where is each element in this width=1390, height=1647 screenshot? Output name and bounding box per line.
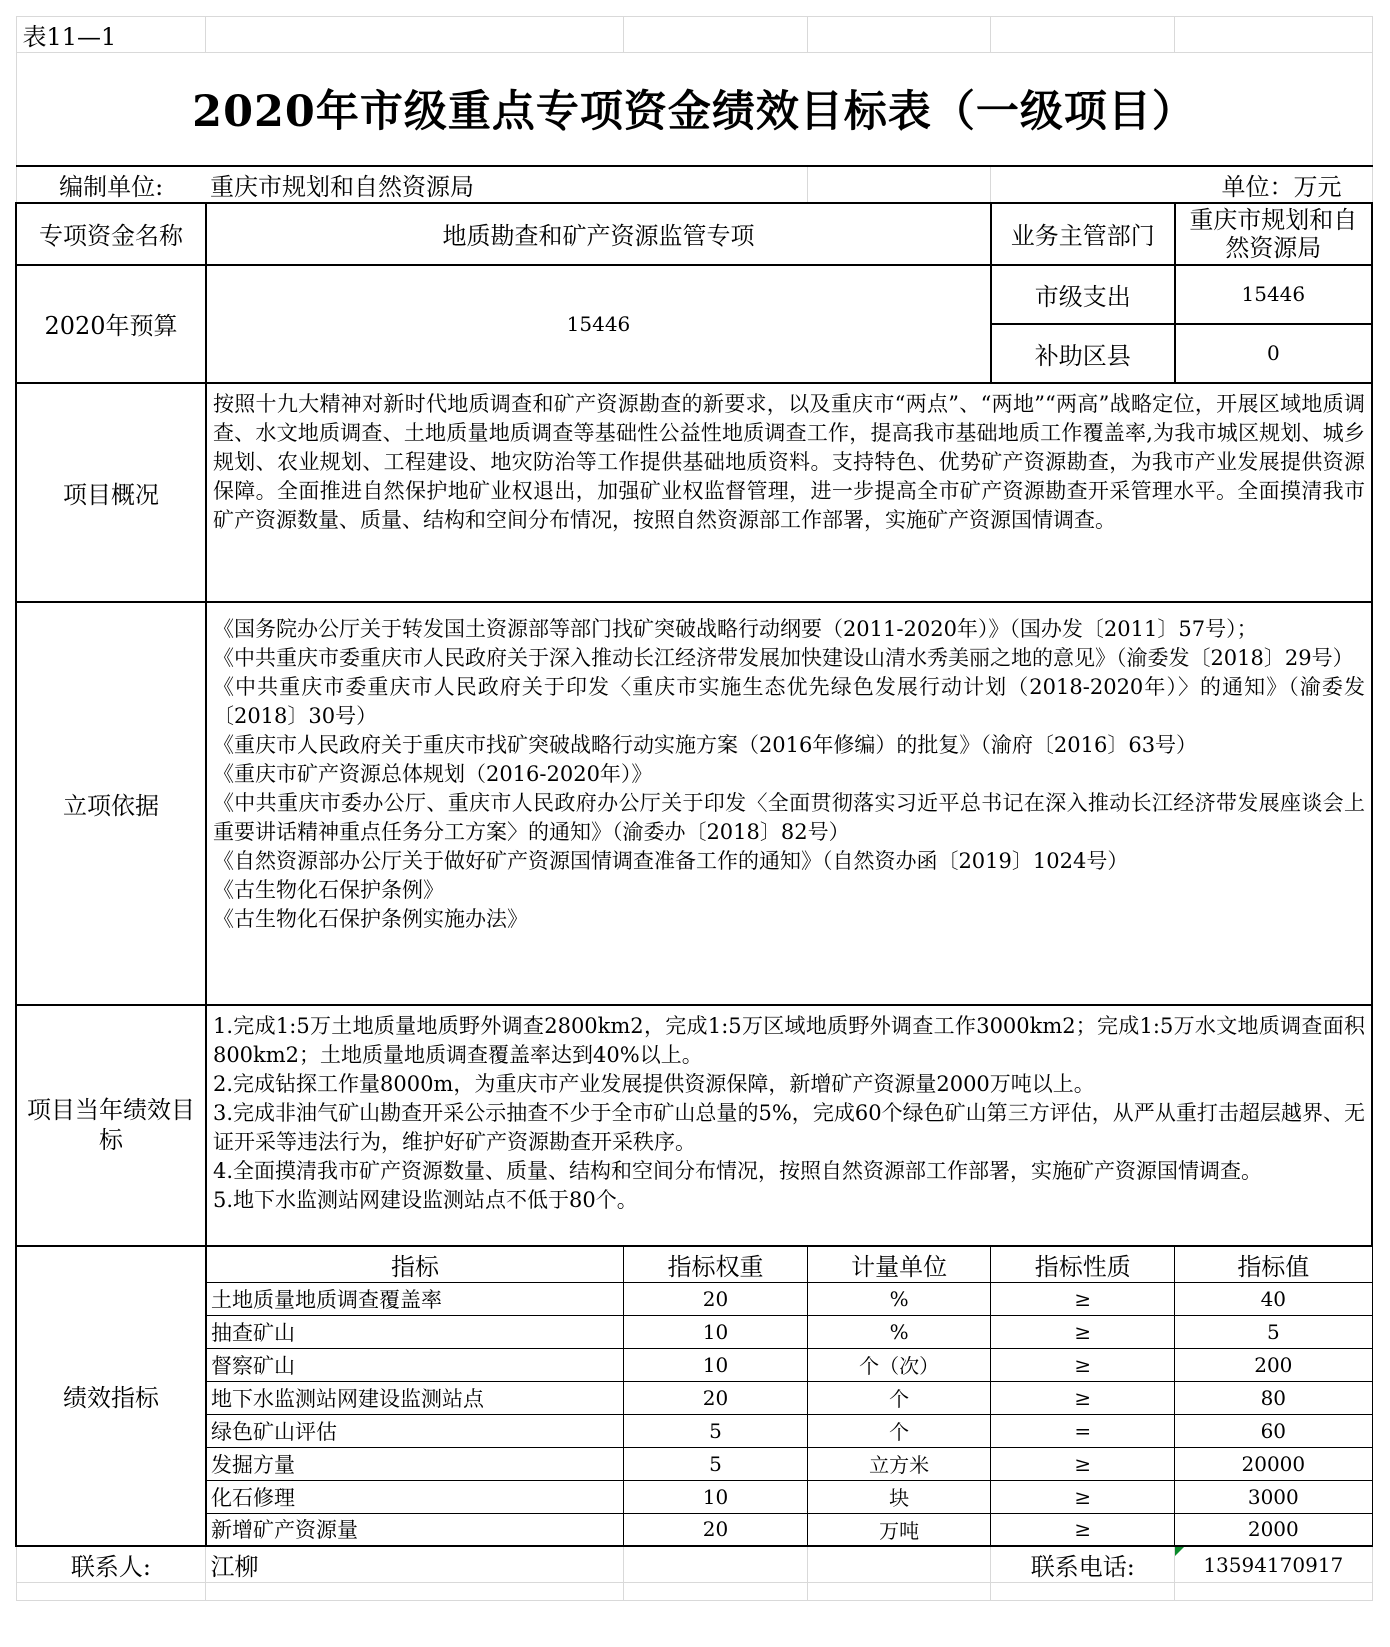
col-header-unit: 计量单位 xyxy=(807,1246,991,1283)
contact-person-label: 联系人: xyxy=(16,1546,206,1583)
basis-item: 《中共重庆市委办公厅、重庆市人民政府办公厅关于印发〈全面贯彻落实习近平总书记在深入推动长江经济带发展座谈会上重要讲话精神重点任务分工方案〉的通知》（渝委办〔2018〕82号） xyxy=(212,790,1365,844)
city-expense-label: 市级支出 xyxy=(991,265,1175,324)
indicator-value: 40 xyxy=(1175,1282,1372,1315)
goal-item: 1.完成1:5万土地质量地质野外调查2800km2，完成1:5万区域地质野外调查工作3000km2；完成1:5万水文地质调查面积800km2；土地质量地质调查覆盖率达到40%以上。 xyxy=(212,1013,1365,1067)
indicator-unit: 个 xyxy=(807,1381,991,1414)
indicator-nature: ≥ xyxy=(991,1381,1175,1414)
fund-name-label: 专项资金名称 xyxy=(16,203,206,265)
indicator-name: 新增矿产资源量 xyxy=(206,1513,624,1546)
indicator-weight: 10 xyxy=(624,1315,808,1348)
indicators-label: 绩效指标 xyxy=(16,1246,206,1547)
table-row xyxy=(16,1282,1372,1315)
table-number-row xyxy=(16,17,1372,53)
indicator-unit: 个（次） xyxy=(807,1348,991,1381)
indicator-nature: = xyxy=(991,1414,1175,1447)
indicator-value: 200 xyxy=(1175,1348,1372,1381)
basis-item: 《古生物化石保护条例》 xyxy=(212,877,444,902)
basis-item: 《中共重庆市委重庆市人民政府关于深入推动长江经济带发展加快建设山清水秀美丽之地的意见》（渝委发〔2018〕29号） xyxy=(212,645,1354,670)
indicator-value: 3000 xyxy=(1175,1480,1372,1513)
indicator-nature: ≥ xyxy=(991,1447,1175,1480)
col-header-value: 指标值 xyxy=(1175,1246,1372,1283)
indicator-weight: 10 xyxy=(624,1480,808,1513)
contact-row xyxy=(16,1546,1372,1583)
contact-person-value: 江柳 xyxy=(206,1546,624,1583)
city-expense-value: 15446 xyxy=(1175,265,1372,324)
basis-item: 《国务院办公厅关于转发国土资源部等部门找矿突破战略行动纲要（2011-2020年）》（国办发〔2011〕57号）； xyxy=(212,616,1258,641)
overview-text: 按照十九大精神对新时代地质调查和矿产资源勘查的新要求，以及重庆市“两点”、“两地”“两高”战略定位，开展区域地质调查、水文地质调查、土地质量地质调查等基础性公益性地质调查工作，提高我市基础地质工作覆盖率,为我市城区规划、城乡规划、农业规划、工程建设、地灾防治等工作提供基础地质资料。支持特色、优势矿产资源勘查，为我市产业发展提供资源保障。全面推进自然保护地矿业权退出，加强矿业权监督管理，进一步提高全市矿产资源勘查开采管理水平。全面摸清我市矿产资源数量、质量、结构和空间分布情况，按照自然资源部工作部署，实施矿产资源国情调查。 xyxy=(206,383,1372,602)
county-subsidy-label: 补助区县 xyxy=(991,324,1175,383)
page-title: 2020年市级重点专项资金绩效目标表（一级项目） xyxy=(16,53,1372,166)
dept-value: 重庆市规划和自然资源局 xyxy=(1175,203,1372,265)
unit-value: 重庆市规划和自然资源局 xyxy=(206,166,807,203)
comment-indicator-icon xyxy=(1175,1547,1184,1556)
budget-label: 2020年预算 xyxy=(16,265,206,383)
basis-item: 《重庆市人民政府关于重庆市找矿突破战略行动实施方案（2016年修编）的批复》（渝府〔2016〕63号） xyxy=(212,732,1198,757)
table-row xyxy=(16,1381,1372,1414)
contact-phone-value xyxy=(1175,1546,1372,1583)
indicator-name: 绿色矿山评估 xyxy=(206,1414,624,1447)
indicator-weight: 5 xyxy=(624,1447,808,1480)
basis-item: 《古生物化石保护条例实施办法》 xyxy=(212,906,528,931)
indicator-nature: ≥ xyxy=(991,1480,1175,1513)
performance-table xyxy=(15,16,1373,1601)
county-subsidy-value: 0 xyxy=(1175,324,1372,383)
goal-item: 3.完成非油气矿山勘查开采公示抽查不少于全市矿山总量的5%，完成60个绿色矿山第三方评估，从严从重打击超层越界、无证开采等违法行为，维护好矿产资源勘查开采秩序。 xyxy=(212,1100,1365,1154)
indicator-value: 5 xyxy=(1175,1315,1372,1348)
indicator-nature: ≥ xyxy=(991,1513,1175,1546)
col-header-indicator: 指标 xyxy=(206,1246,624,1283)
currency-unit: 单位：万元 xyxy=(991,166,1372,203)
indicator-value: 80 xyxy=(1175,1381,1372,1414)
overview-label: 项目概况 xyxy=(16,383,206,602)
indicator-weight: 20 xyxy=(624,1381,808,1414)
indicator-unit: 块 xyxy=(807,1480,991,1513)
goals-list xyxy=(206,1005,1372,1246)
indicator-nature: ≥ xyxy=(991,1348,1175,1381)
indicator-value: 2000 xyxy=(1175,1513,1372,1546)
indicator-weight: 20 xyxy=(624,1513,808,1546)
goals-label: 项目当年绩效目标 xyxy=(16,1005,206,1246)
col-header-nature: 指标性质 xyxy=(991,1246,1175,1283)
indicator-value: 60 xyxy=(1175,1414,1372,1447)
fund-name-value: 地质勘查和矿产资源监管专项 xyxy=(206,203,991,265)
budget-total: 15446 xyxy=(206,265,991,383)
indicator-weight: 5 xyxy=(624,1414,808,1447)
indicator-weight: 10 xyxy=(624,1348,808,1381)
indicator-unit: % xyxy=(807,1282,991,1315)
indicator-unit: 万吨 xyxy=(807,1513,991,1546)
goal-item: 2.完成钻探工作量8000m，为重庆市产业发展提供资源保障，新增矿产资源量2000万吨以上。 xyxy=(212,1071,1095,1096)
table-row xyxy=(16,1315,1372,1348)
table-row xyxy=(16,1447,1372,1480)
indicator-name: 化石修理 xyxy=(206,1480,624,1513)
contact-phone-text: 13594170917 xyxy=(1203,1552,1344,1577)
table-row xyxy=(16,1513,1372,1546)
table-row xyxy=(16,1480,1372,1513)
indicator-unit: % xyxy=(807,1315,991,1348)
basis-label: 立项依据 xyxy=(16,602,206,1005)
basis-list xyxy=(206,602,1372,1005)
indicator-nature: ≥ xyxy=(991,1282,1175,1315)
goal-item: 4.全面摸清我市矿产资源数量、质量、结构和空间分布情况，按照自然资源部工作部署，实施矿产资源国情调查。 xyxy=(212,1158,1262,1183)
indicator-name: 地下水监测站网建设监测站点 xyxy=(206,1381,624,1414)
indicator-nature: ≥ xyxy=(991,1315,1175,1348)
basis-item: 《重庆市矿产资源总体规划（2016-2020年）》 xyxy=(212,761,653,786)
indicator-name: 发掘方量 xyxy=(206,1447,624,1480)
indicator-unit: 个 xyxy=(807,1414,991,1447)
indicator-name: 土地质量地质调查覆盖率 xyxy=(206,1282,624,1315)
table-number: 表11—1 xyxy=(16,17,206,53)
dept-label: 业务主管部门 xyxy=(991,203,1175,265)
unit-label: 编制单位: xyxy=(16,166,206,203)
contact-phone-label: 联系电话: xyxy=(991,1546,1175,1583)
indicator-weight: 20 xyxy=(624,1282,808,1315)
table-row xyxy=(16,1414,1372,1447)
basis-item: 《中共重庆市委重庆市人民政府关于印发〈重庆市实施生态优先绿色发展行动计划（2018-2020年）〉的通知》（渝委发〔2018〕30号） xyxy=(212,674,1365,728)
indicator-name: 抽查矿山 xyxy=(206,1315,624,1348)
indicator-unit: 立方米 xyxy=(807,1447,991,1480)
col-header-weight: 指标权重 xyxy=(624,1246,808,1283)
basis-item: 《自然资源部办公厅关于做好矿产资源国情调查准备工作的通知》（自然资办函〔2019〕1024号） xyxy=(212,848,1129,873)
goal-item: 5.地下水监测站网建设监测站点不低于80个。 xyxy=(212,1187,638,1212)
table-row xyxy=(16,1348,1372,1381)
indicator-value: 20000 xyxy=(1175,1447,1372,1480)
indicator-name: 督察矿山 xyxy=(206,1348,624,1381)
